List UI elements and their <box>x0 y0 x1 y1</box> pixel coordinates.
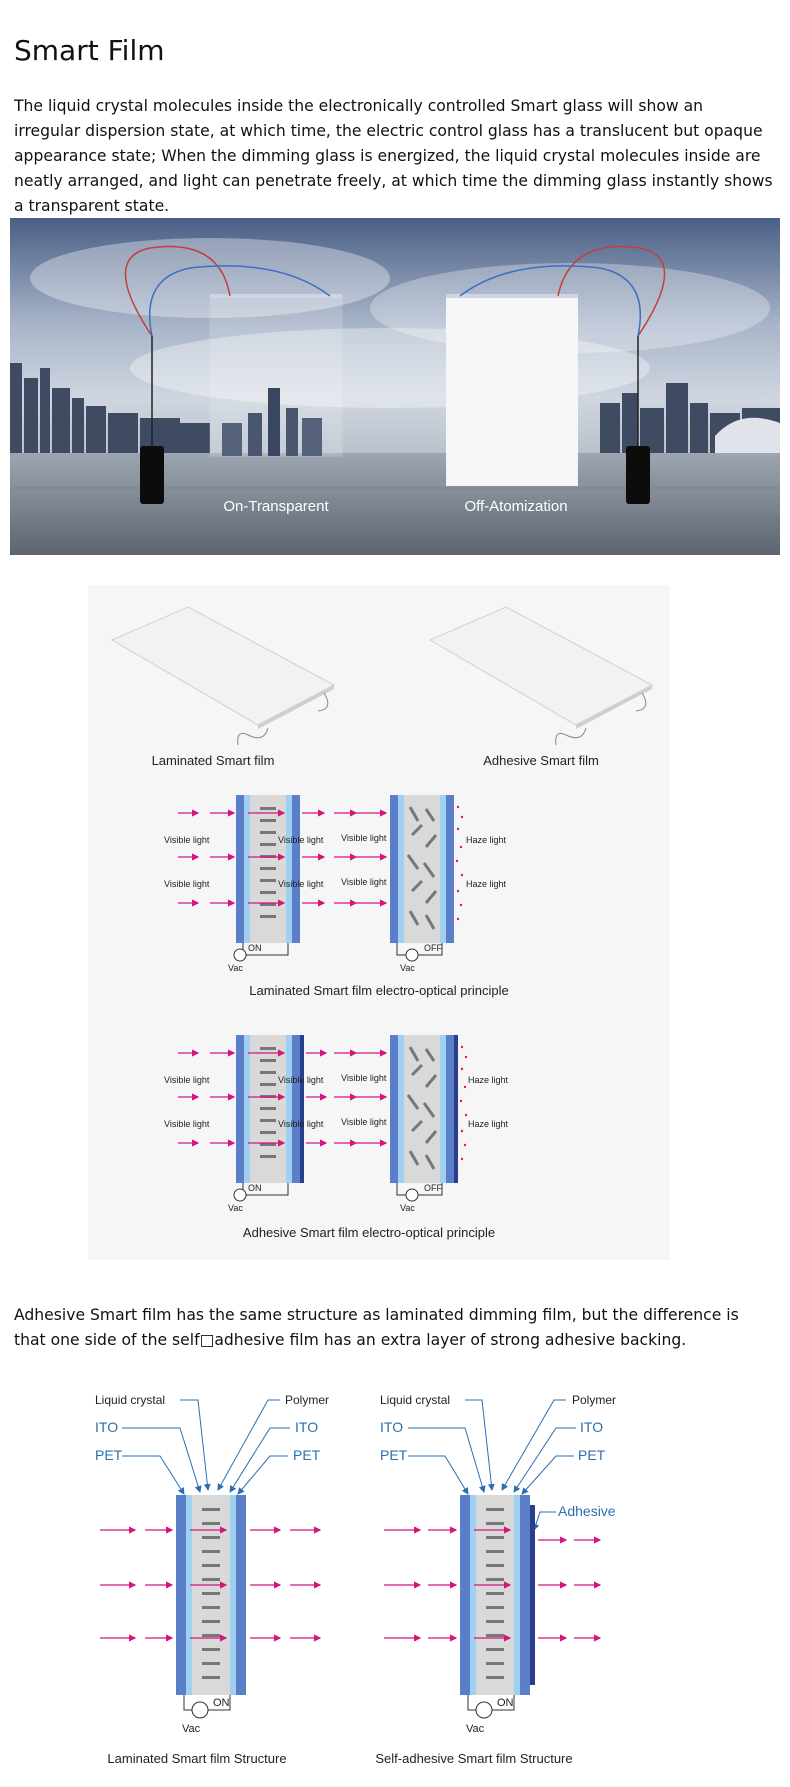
smart-glass-photo <box>10 218 780 555</box>
vac-label: Vac <box>228 963 243 973</box>
on-label: ON <box>248 1183 262 1193</box>
vac-label: Vac <box>228 1203 243 1213</box>
haze-light-label: Haze light <box>466 835 507 845</box>
on-label: ON <box>497 1697 514 1709</box>
off-atomization-label: Off-Atomization <box>464 498 568 515</box>
haze-light-label: Haze light <box>468 1119 509 1129</box>
on-transparent-label: On-Transparent <box>223 498 329 515</box>
adhesive-note-paragraph: Adhesive Smart film has the same structure as laminated dimming film, but the difference is that one side of the self□adhesive film has an extra layer of strong adhesive backing. <box>14 1306 739 1349</box>
haze-light-label: Haze light <box>468 1075 509 1085</box>
transparent-glass-panel <box>210 294 342 456</box>
page-title: Smart Film <box>14 34 165 67</box>
power-controller-left <box>140 446 164 504</box>
self-adhesive-structure-caption: Self-adhesive Smart film Structure <box>375 1751 573 1766</box>
laminated-structure-cell <box>176 1495 246 1695</box>
laminated-structure-caption: Laminated Smart film Structure <box>107 1751 287 1766</box>
visible-light-label: Visible light <box>341 877 387 887</box>
floor <box>10 453 780 555</box>
liquid-crystal-label: Liquid crystal <box>95 1393 166 1407</box>
pet-label: PET <box>578 1447 606 1463</box>
pet-label: PET <box>293 1447 321 1463</box>
power-controller-right <box>626 446 650 504</box>
off-label: OFF <box>424 943 442 953</box>
visible-light-label: Visible light <box>278 1119 324 1129</box>
visible-light-label: Visible light <box>164 1075 210 1085</box>
visible-light-label: Visible light <box>164 1119 210 1129</box>
laminated-off-cell <box>390 795 454 943</box>
visible-light-label: Visible light <box>341 1117 387 1127</box>
polymer-label: Polymer <box>572 1393 617 1407</box>
pet-label: PET <box>380 1447 408 1463</box>
ito-label: ITO <box>380 1419 404 1435</box>
ito-label: ITO <box>580 1419 604 1435</box>
atomized-glass-panel <box>446 294 578 486</box>
visible-light-label: Visible light <box>278 879 324 889</box>
visible-light-label: Visible light <box>278 835 324 845</box>
adhesive-principle-caption: Adhesive Smart film electro-optical principle <box>242 1225 496 1240</box>
laminated-principle-caption: Laminated Smart film electro-optical principle <box>249 983 509 998</box>
vac-label: Vac <box>182 1723 201 1735</box>
adhesive-off-cell <box>390 1035 458 1183</box>
visible-light-label: Visible light <box>164 879 210 889</box>
pet-label: PET <box>95 1447 123 1463</box>
vac-label: Vac <box>466 1723 485 1735</box>
adhesive-label: Adhesive <box>558 1503 616 1519</box>
adhesive-film-sheet <box>430 607 652 745</box>
on-label: ON <box>213 1697 230 1709</box>
intro-paragraph: The liquid crystal molecules inside the electronically controlled Smart glass will show an irregular dispersion state, at which time, the electric control glass has a translucent but opaque appearance state; When the dimming glass is energized, the liquid crystal molecules inside are neatly arranged, and light can penetrate freely, at which time the dimming glass instantly shows a transparent state. <box>14 97 773 215</box>
electro-optical-principle-figure <box>88 585 670 1260</box>
haze-light-label: Haze light <box>466 879 507 889</box>
vac-label: Vac <box>400 963 415 973</box>
visible-light-label: Visible light <box>341 833 387 843</box>
adhesive-on-cell <box>236 1035 304 1183</box>
off-label: OFF <box>424 1183 442 1193</box>
vac-label: Vac <box>400 1203 415 1213</box>
self-adhesive-structure-cell <box>460 1495 535 1695</box>
adhesive-film-label: Adhesive Smart film <box>483 753 599 768</box>
visible-light-label: Visible light <box>278 1075 324 1085</box>
visible-light-label: Visible light <box>341 1073 387 1083</box>
ito-label: ITO <box>295 1419 319 1435</box>
liquid-crystal-label: Liquid crystal <box>380 1393 451 1407</box>
laminated-film-label: Laminated Smart film <box>151 753 275 768</box>
laminated-on-cell <box>236 795 300 943</box>
laminated-film-sheet <box>112 607 334 745</box>
ito-label: ITO <box>95 1419 119 1435</box>
film-structure-figure <box>80 1380 720 1780</box>
visible-light-label: Visible light <box>164 835 210 845</box>
on-label: ON <box>248 943 262 953</box>
polymer-label: Polymer <box>285 1393 330 1407</box>
